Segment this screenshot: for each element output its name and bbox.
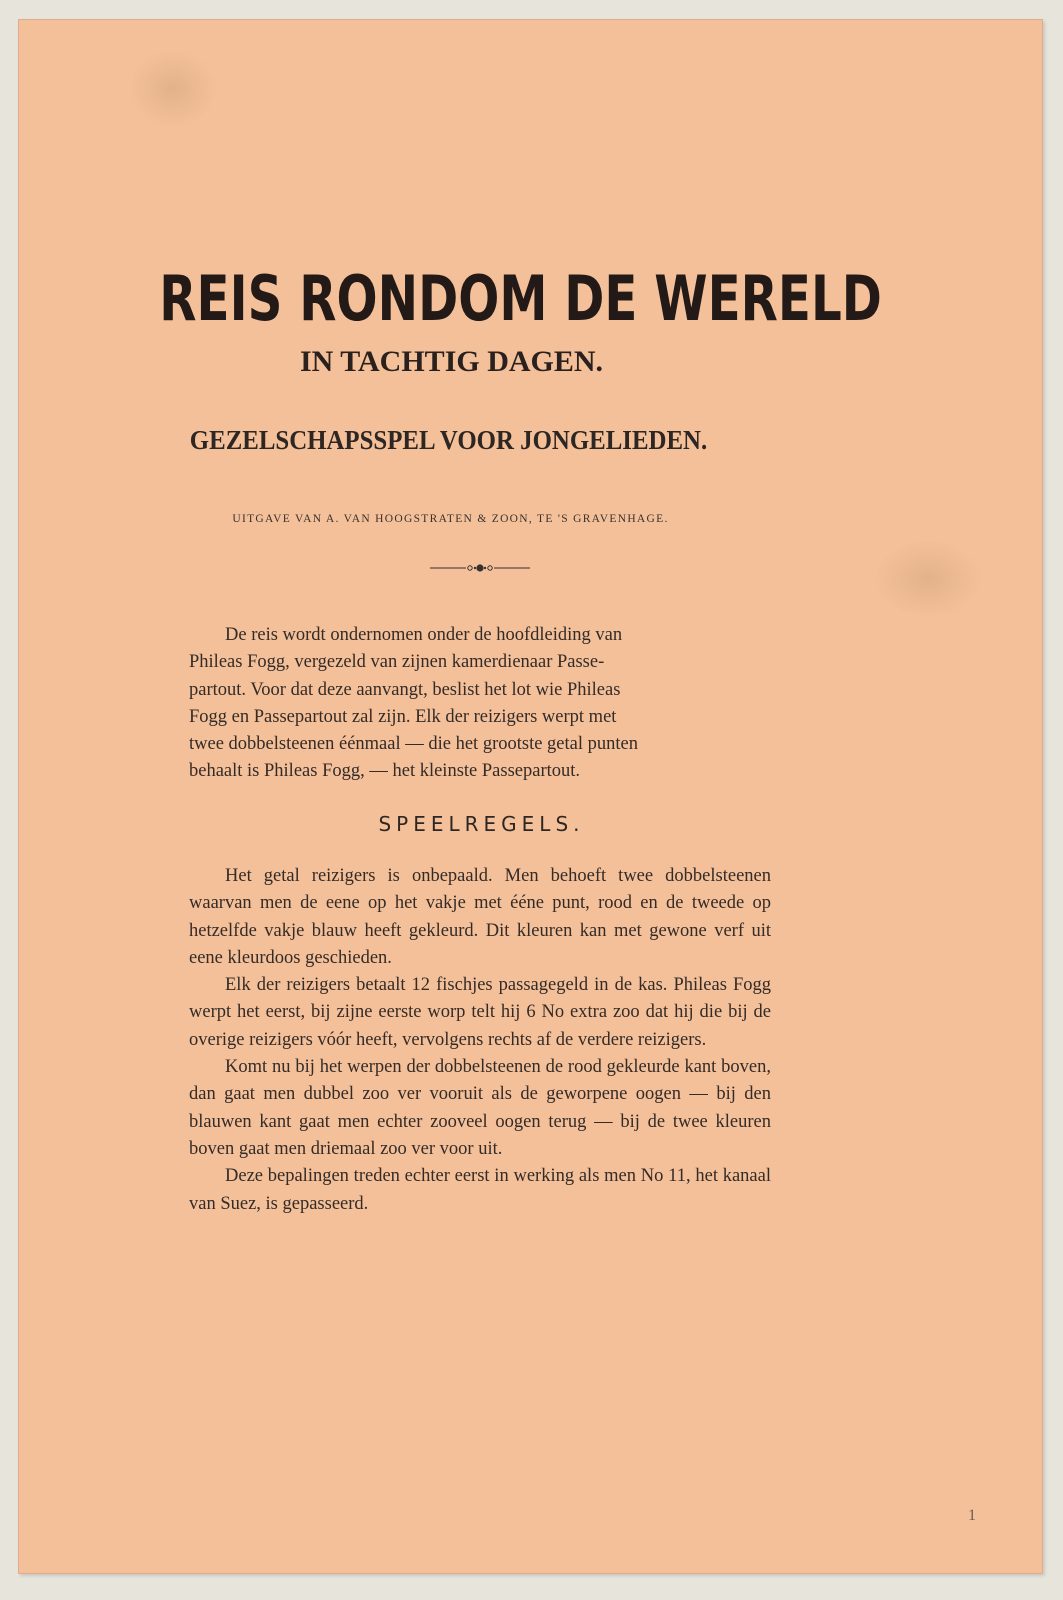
document-page <box>18 19 1043 1574</box>
decorative-rule-icon <box>430 562 530 574</box>
intro-paragraph <box>189 622 771 786</box>
document-title: REIS RONDOM DE WERELD <box>159 262 882 335</box>
page-number: 1 <box>968 1507 976 1524</box>
rules-heading: SPEELREGELS. <box>378 812 585 836</box>
rules-paragraph: Elk der reizigers betaalt 12 fischjes passagegeld in de kas. Phileas Fogg werpt het eerst, bij zijne eerste worp telt hij 6 No extra zoo dat hij die bij de overige reizigers vóór heeft, vervolgens rechts af de verdere reizigers. <box>189 975 771 1050</box>
paper-stain <box>128 49 218 129</box>
intro-line: De reis wordt ondernomen onder de hoofdleiding van <box>225 625 623 645</box>
intro-line: behaalt is Phileas Fogg, — het kleinste Passepartout. <box>189 761 581 782</box>
intro-line: Fogg en Passepartout zal zijn. Elk der reizigers werpt met <box>189 706 617 727</box>
rules-paragraph: Deze bepalingen treden echter eerst in werking als men No 11, het kanaal van Suez, is gepasseerd. <box>189 1166 771 1214</box>
paper-stain <box>873 539 983 619</box>
rules-paragraph: Het getal reizigers is onbepaald. Men behoeft twee dobbelsteenen waarvan men de eene op het vakje met éénе punt, rood en de tweede op hetzelfde vakje blauw heeft gekleurd. Dit kleuren kan met gewone verf uit eene kleurdoos geschieden. <box>189 866 771 968</box>
intro-line: Phileas Fogg, vergezeld van zijnen kamerdienaar Passe- <box>189 652 605 673</box>
rules-section <box>189 863 771 1218</box>
rules-paragraph: Komt nu bij het werpen der dobbelsteenen de rood gekleurde kant boven, dan gaat men dubbel zoo ver vooruit als de geworpene oogen — bij den blauwen kant gaat men echter zooveel oogen terug — bij de twee kleuren boven gaat men driemaal zoo ver voor uit. <box>189 1057 771 1159</box>
intro-line: twee dobbelsteenen éénmaal — die het grootste getal punten <box>189 734 638 755</box>
intro-line: partout. Voor dat deze aanvangt, beslist het lot wie Phileas <box>189 679 621 700</box>
document-subtitle: GEZELSCHAPSSPEL VOOR JONGELIEDEN. <box>189 425 708 455</box>
document-title-sub: IN TACHTIG DAGEN. <box>299 345 604 378</box>
publisher-line: UITGAVE VAN A. VAN HOOGSTRATEN & ZOON, TE 'S GRAVENHAGE. <box>232 513 669 525</box>
